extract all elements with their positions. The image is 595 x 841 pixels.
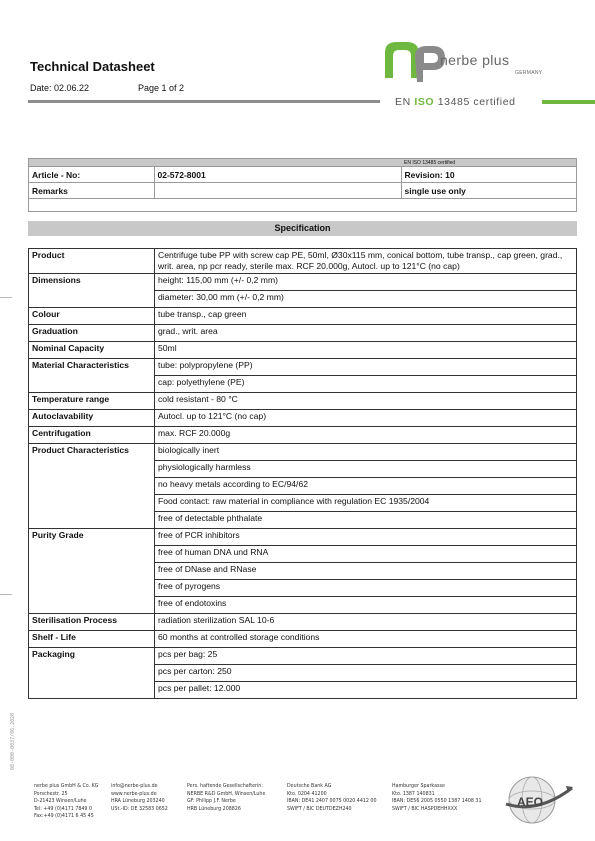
revision-value: Revision: 10 (401, 167, 577, 183)
footer-line: info@nerbe-plus.de (111, 783, 158, 789)
iso-note: EN ISO 13485 certified (401, 159, 577, 167)
footer-line: HRA Lüneburg 203240 (111, 798, 165, 805)
spec-row (29, 614, 577, 631)
spec-value: Autocl. up to 121°C (no cap) (155, 410, 577, 427)
specification-table (28, 248, 577, 699)
footer-line: Pers. haftende Gesellschafterin: (187, 783, 263, 789)
fold-mark (0, 594, 12, 595)
footer-line: D-21423 Winsen/Luhe (34, 798, 87, 805)
spec-label: Colour (29, 308, 155, 325)
document-code: 08-000-0037/06.2020 (10, 712, 16, 770)
spec-label: Nominal Capacity (29, 342, 155, 359)
spec-value: free of detectable phthalate (155, 512, 577, 529)
header-accent-bar (542, 100, 595, 104)
spec-row (29, 342, 577, 359)
footer-line: SWIFT / BIC DEUTDEZH240 (287, 805, 352, 812)
spec-label: Autoclavability (29, 410, 155, 427)
footer-line: NERBE R&D GmbH, Winsen/Luhe (187, 790, 266, 797)
aeo-label: AEO (516, 795, 544, 809)
article-table (28, 158, 577, 212)
footer-line: nerbe plus GmbH & Co. KG (34, 783, 99, 789)
spec-value: free of PCR inhibitors (155, 529, 577, 546)
spec-value: free of pyrogens (155, 580, 577, 597)
spec-value: free of DNase and RNase (155, 563, 577, 580)
spec-value: radiation sterilization SAL 10-6 (155, 614, 577, 631)
spec-value: 60 months at controlled storage conditions (155, 631, 577, 648)
spec-value: free of endotoxins (155, 597, 577, 614)
spec-value: Centrifuge tube PP with screw cap PE, 50ml, Ø30x115 mm, conical bottom, tube transp., cap green, grad., writ. area, np pcr ready, sterile max. RCF 20.000g, Autocl. up to 121°C (no cap) (155, 249, 577, 274)
spec-value: Food contact: raw material in compliance with regulation EC 1935/2004 (155, 495, 577, 512)
footer-bank-2 (392, 783, 482, 813)
spec-label: Graduation (29, 325, 155, 342)
spec-label: Product Characteristics (29, 444, 155, 529)
spec-label: Shelf - Life (29, 631, 155, 648)
spec-row (29, 325, 577, 342)
spec-value: diameter: 30,00 mm (+/- 0,2 mm) (155, 291, 577, 308)
spec-value: pcs per pallet: 12.000 (155, 682, 577, 699)
footer-line: HRB Lüneburg 208826 (187, 805, 241, 812)
article-number-label: Article - No: (29, 167, 155, 183)
remarks-label: Remarks (29, 183, 155, 199)
spec-value: grad., writ. area (155, 325, 577, 342)
footer-line: Porschestr. 25 (34, 790, 68, 797)
spec-label: Purity Grade (29, 529, 155, 614)
footer-line: Hamburger Sparkasse (392, 783, 445, 789)
remarks-value: single use only (401, 183, 577, 199)
spec-label: Packaging (29, 648, 155, 699)
specification-heading: Specification (28, 221, 577, 236)
spec-label: Dimensions (29, 274, 155, 308)
spec-row (29, 308, 577, 325)
brand-name: nerbe plus (440, 52, 510, 68)
spec-row (29, 427, 577, 444)
footer-line: www.nerbe-plus.de (111, 790, 157, 797)
footer-line: Fax:+49 (0)4171 6 45 45 (34, 813, 94, 820)
spec-row (29, 529, 577, 546)
spec-label: Sterilisation Process (29, 614, 155, 631)
spec-row (29, 274, 577, 291)
spec-value: tube transp., cap green (155, 308, 577, 325)
aeo-certificate-logo (502, 774, 574, 826)
article-number-value: 02-572-8001 (154, 167, 401, 183)
spec-value: biologically inert (155, 444, 577, 461)
spec-row (29, 444, 577, 461)
iso-certification: EN ISO 13485 certified (395, 96, 516, 108)
footer-line: Kto. 1387 140831 (392, 790, 435, 797)
spec-label: Product (29, 249, 155, 274)
spec-value: height: 115,00 mm (+/- 0,2 mm) (155, 274, 577, 291)
spec-value: tube: polypropylene (PP) (155, 359, 577, 376)
fold-mark (0, 297, 12, 298)
spec-label: Material Characteristics (29, 359, 155, 393)
footer-line: GF: Philipp J.F. Nerbe (187, 798, 236, 805)
spec-label: Centrifugation (29, 427, 155, 444)
footer-line: IBAN: DE56 2005 0550 1387 1408 31 (392, 798, 482, 805)
footer-line: USt.-ID: DE 32583 0652 (111, 805, 168, 812)
spec-row (29, 249, 577, 274)
brand-country: GERMANY (515, 70, 543, 76)
footer-management (187, 783, 265, 813)
spec-row (29, 393, 577, 410)
spec-row (29, 631, 577, 648)
spec-value: cap: polyethylene (PE) (155, 376, 577, 393)
footer-line: Kto. 0204 41200 (287, 790, 327, 797)
spec-value: 50ml (155, 342, 577, 359)
spec-label: Temperature range (29, 393, 155, 410)
footer-bank-1 (287, 783, 377, 813)
footer-line: Deutsche Bank AG (287, 783, 332, 789)
footer-line: Tel: +49 (0)4171 7849 0 (34, 805, 93, 812)
document-date: Date: 02.06.22 (30, 83, 90, 93)
footer-contact (111, 783, 168, 813)
footer-line: SWIFT / BIC HASPDEHHXXX (392, 805, 458, 812)
spec-value: pcs per carton: 250 (155, 665, 577, 682)
footer-company (34, 783, 98, 821)
spec-row (29, 359, 577, 376)
spec-value: pcs per bag: 25 (155, 648, 577, 665)
spec-row (29, 410, 577, 427)
spec-value: max. RCF 20.000g (155, 427, 577, 444)
footer-line: IBAN: DE41 2407 0075 0020 4412 00 (287, 798, 377, 805)
document-title: Technical Datasheet (30, 59, 155, 74)
page-indicator: Page 1 of 2 (138, 83, 185, 93)
spec-value: cold resistant - 80 °C (155, 393, 577, 410)
spec-value: no heavy metals according to EC/94/62 (155, 478, 577, 495)
spec-value: physiologically harmless (155, 461, 577, 478)
header-divider (28, 100, 380, 103)
spec-value: free of human DNA und RNA (155, 546, 577, 563)
spec-row (29, 648, 577, 665)
